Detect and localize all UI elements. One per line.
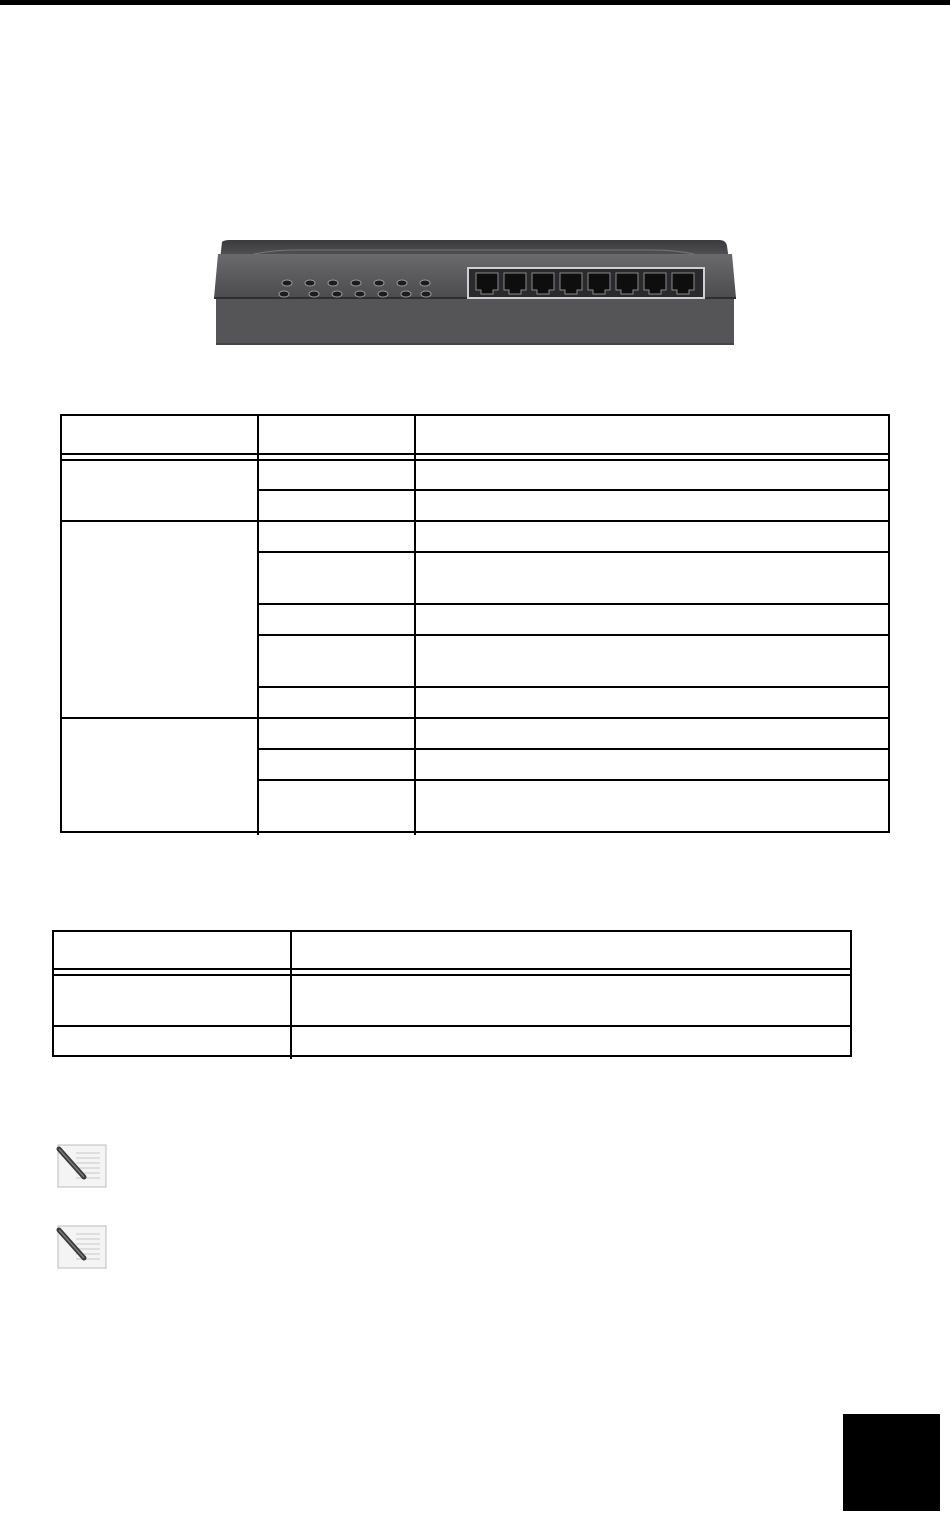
top-rule — [0, 0, 950, 5]
row-divider — [257, 603, 888, 605]
note-pencil-icon — [54, 1224, 108, 1270]
page-number-tab — [843, 1414, 940, 1511]
header-rule — [54, 968, 850, 970]
row-divider — [54, 1025, 850, 1027]
row-divider — [257, 686, 888, 688]
row-divider — [62, 520, 888, 522]
row-divider — [257, 748, 888, 750]
port-description-table — [52, 930, 852, 1057]
header-rule — [62, 459, 888, 461]
header-rule — [62, 453, 888, 455]
network-switch-front-panel-icon — [214, 238, 736, 346]
note-pencil-icon — [54, 1143, 108, 1189]
column-divider — [414, 416, 416, 835]
row-divider — [257, 779, 888, 781]
row-divider — [257, 489, 888, 491]
led-status-table — [60, 414, 890, 833]
column-divider — [257, 416, 259, 835]
column-divider — [290, 932, 292, 1059]
row-divider — [257, 551, 888, 553]
header-rule — [54, 974, 850, 976]
device-illustration — [214, 238, 736, 346]
row-divider — [62, 717, 888, 719]
row-divider — [257, 634, 888, 636]
